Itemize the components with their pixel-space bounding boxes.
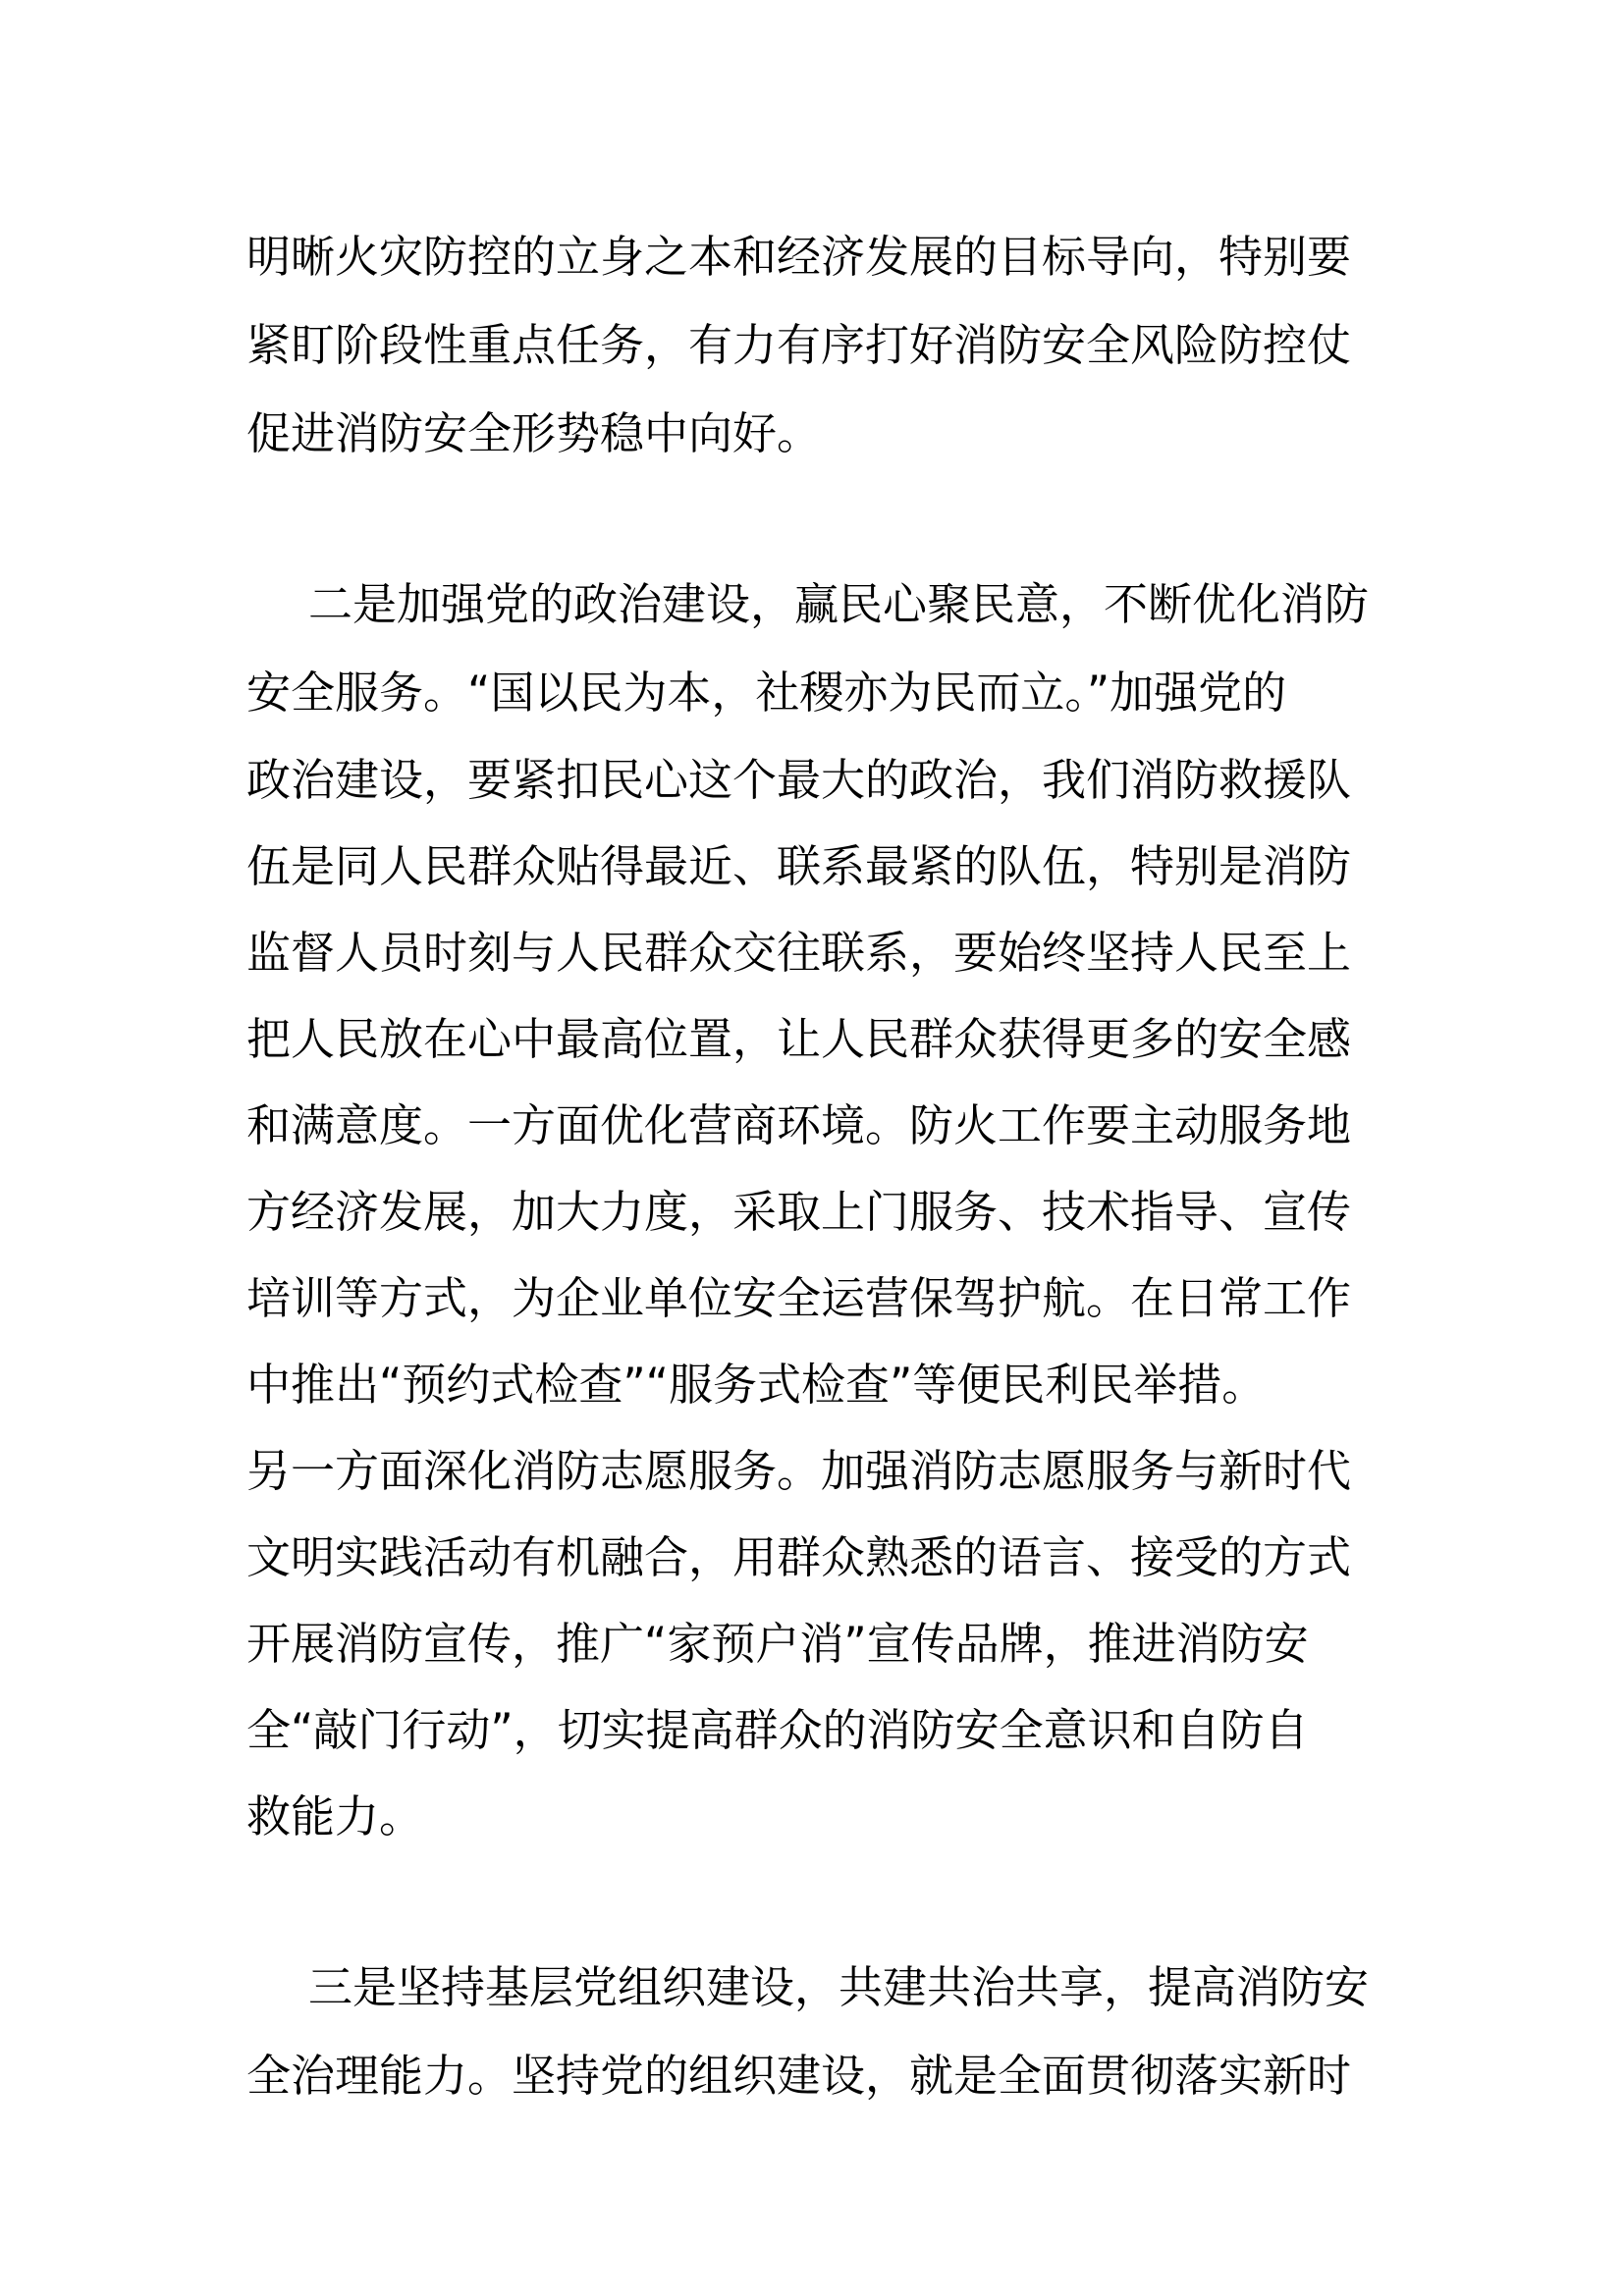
paragraph-1-line-1: 明晰火灾防控的立身之本和经济发展的目标导向，特别要 [246,231,1352,283]
paragraph-2-line-13: 开展消防宣传，推广“家预户消”宣传品牌，推进消防安 [246,1618,1309,1670]
paragraph-2-line-9: 培训等方式，为企业单位安全运营保驾护航。在日常工作 [246,1272,1352,1324]
paragraph-2-line-4: 伍是同人民群众贴得最近、联系最紧的队伍，特别是消防 [246,840,1352,892]
paragraph-2-line-11: 另一方面深化消防志愿服务。加强消防志愿服务与新时代 [246,1445,1352,1497]
paragraph-1-line-2: 紧盯阶段性重点任务，有力有序打好消防安全风险防控仗 [246,319,1352,371]
paragraph-2-line-6: 把人民放在心中最高位置，让人民群众获得更多的安全感 [246,1013,1352,1065]
paragraph-2-line-7: 和满意度。一方面优化营商环境。防火工作要主动服务地 [246,1099,1352,1151]
paragraph-3-line-2: 全治理能力。坚持党的组织建设，就是全面贯彻落实新时 [246,2050,1352,2102]
paragraph-3-line-1: 三是坚持基层党组织建设，共建共治共享，提高消防安 [308,1961,1370,2013]
paragraph-2-line-8: 方经济发展，加大力度，采取上门服务、技术指导、宣传 [246,1186,1352,1238]
paragraph-2-line-15: 救能力。 [246,1790,424,1842]
paragraph-2-line-12: 文明实践活动有机融合，用群众熟悉的语言、接受的方式 [246,1531,1352,1583]
paragraph-2-line-5: 监督人员时刻与人民群众交往联系，要始终坚持人民至上 [246,927,1352,979]
paragraph-2-line-3: 政治建设，要紧扣民心这个最大的政治，我们消防救援队 [246,754,1352,806]
paragraph-2-line-2: 安全服务。“国以民为本，社稷亦为民而立。”加强党的 [246,667,1287,719]
paragraph-1-line-3: 促进消防安全形势稳中向好。 [246,407,822,459]
paragraph-2-line-10: 中推出“预约式检查”“服务式检查”等便民利民举措。 [246,1359,1267,1411]
paragraph-2-line-14: 全“敲门行动”，切实提高群众的消防安全意识和自防自 [246,1704,1309,1756]
paragraph-2-line-1: 二是加强党的政治建设，赢民心聚民意，不断优化消防 [308,578,1370,630]
